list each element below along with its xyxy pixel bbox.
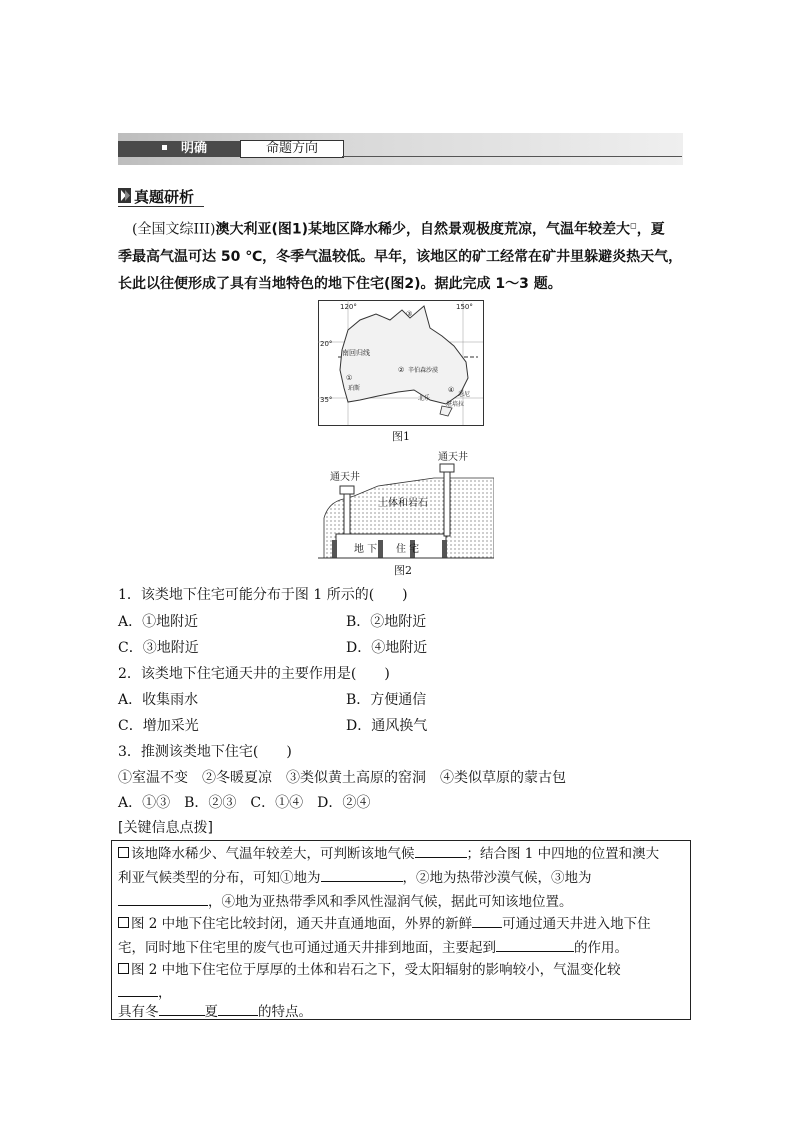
blank-site3[interactable] (118, 891, 208, 906)
question-2-stem: 2．该类地下住宅通天井的主要作用是( ) (118, 666, 390, 682)
section-marker-icon (118, 188, 131, 203)
kp1-line1 (118, 842, 684, 866)
kp2-text-b: 可通过通天井进入地下住 (502, 916, 651, 932)
point3-label: ③ (406, 310, 413, 318)
kp3-line2: ， (118, 982, 684, 1000)
figure1-map (318, 300, 484, 426)
kp3-text-c: 夏 (204, 1004, 218, 1020)
lat20-label: 20° (320, 340, 333, 348)
checkbox-icon (118, 963, 129, 974)
header-tag (118, 141, 240, 157)
desert-label: 辛伯森沙漠 (408, 367, 439, 374)
house-label-b: 住 宅 (396, 544, 420, 555)
blank-function[interactable] (496, 937, 574, 952)
q2-option-d[interactable]: D．通风换气 (346, 718, 428, 734)
question-3-stem: 3．推测该类地下住宅( ) (118, 744, 292, 760)
q3-options[interactable]: A．①③ B．②③ C．①④ D．②④ (118, 795, 371, 811)
header-tab: 命题方向 (240, 140, 344, 158)
intro-line1-rest: ，夏 (636, 221, 665, 238)
point1-label: ① (346, 374, 353, 382)
blank-climate[interactable] (415, 843, 467, 858)
q1-option-b[interactable]: B．②地附近 (346, 614, 427, 630)
figure1-caption: 图1 (392, 430, 410, 443)
intro-bold: 澳大利亚(图1)某地区降水稀少，自然景观极度荒凉，气温年较差大 (215, 221, 631, 238)
section-underline (118, 206, 204, 207)
house-label-a: 地 下 (354, 544, 378, 555)
q1-option-c[interactable]: C．③地附近 (118, 640, 199, 656)
sea-label: 北乐 (418, 395, 431, 402)
kp1-line3 (118, 890, 684, 914)
kp3-text-a: 图 2 中地下住宅位于厚厚的土体和岩石之下，受太阳辐射的影响较小，气温变化较 (131, 962, 621, 978)
q2-option-a[interactable]: A．收集雨水 (118, 692, 199, 708)
kp3-line3 (118, 1000, 684, 1024)
lat35-label: 35° (320, 396, 333, 404)
question-1-stem: 1．该类地下住宅可能分布于图 1 所示的( ) (118, 587, 408, 603)
blank-site1[interactable] (321, 867, 403, 882)
blank-fresh[interactable] (472, 913, 502, 928)
point4-label: ④ (448, 386, 455, 394)
q2-option-c[interactable]: C．增加采光 (118, 718, 199, 734)
key-info-paragraph-2 (118, 912, 684, 960)
key-info-title: [关键信息点拨] (118, 820, 213, 836)
intro-line-1 (118, 212, 683, 244)
kp1-text-e: ，④地为亚热带季风和季风性湿润气候，据此可知该地位置。 (208, 894, 573, 910)
blank-winter[interactable] (159, 1001, 205, 1016)
kp2-text-d: 的作用。 (574, 940, 628, 956)
shaft-right-label: 通天井 (438, 452, 468, 463)
rock-label: 土体和岩石 (378, 498, 428, 509)
kp2-text-a: 图 2 中地下住宅比较封闭，通天井直通地面，外界的新鲜 (131, 916, 473, 932)
kp2-text-c: 宅，同时地下住宅里的废气也可通过通天井排到地面，主要起到 (118, 940, 496, 956)
perth-label: 珀斯 (348, 385, 361, 392)
figure2-diagram (318, 448, 494, 560)
lon120-label: 120° (340, 303, 357, 311)
point2-label: ② (398, 366, 405, 374)
header-tag-label: 明确 (181, 141, 208, 156)
intro-source: (全国文综III) (132, 221, 216, 238)
intro-line-3: 长此以往便形成了具有当地特色的地下住宅(图2)。据此完成 1～3 题。 (118, 275, 562, 292)
q2-option-b[interactable]: B．方便通信 (346, 692, 427, 708)
kp3-text-b: 具有冬 (118, 1004, 159, 1020)
key-info-paragraph-3 (118, 958, 684, 1024)
kp1-text-a: 该地降水稀少、气温年较差大，可判断该地气候 (131, 846, 415, 862)
intro-paragraph (118, 212, 683, 298)
kp1-text-b: ；结合图 1 中四地的位置和澳大 (466, 846, 660, 862)
kp2-line2 (118, 936, 684, 960)
kp1-text-d: ，②地为热带沙漠气候，③地为 (402, 870, 592, 886)
square-icon (162, 145, 167, 150)
figure2-caption: 图2 (394, 564, 412, 577)
q1-option-d[interactable]: D．④地附近 (346, 640, 428, 656)
sydney-label: 悉尼 (458, 391, 471, 398)
header-divider (342, 156, 682, 157)
checkbox-icon (118, 917, 129, 928)
kp3-line1 (118, 958, 684, 982)
question-3-statements: ①室温不变 ②冬暖夏凉 ③类似黄土高原的窑洞 ④类似草原的蒙古包 (118, 770, 566, 786)
key-info-paragraph-1 (118, 842, 684, 914)
lon150-label: 150° (456, 303, 473, 311)
kp2-line1 (118, 912, 684, 936)
blank-summer[interactable] (218, 1001, 258, 1016)
q1-option-a[interactable]: A．①地附近 (118, 614, 199, 630)
blank-variation[interactable] (118, 982, 158, 997)
checkbox-icon (118, 847, 129, 858)
kp1-text-c: 利亚气候类型的分布，可知①地为 (118, 870, 321, 886)
footnote-mark: ◻ (630, 221, 637, 230)
kp3-text-d: 的特点。 (258, 1004, 312, 1020)
intro-line-2: 季最高气温可达 50 ℃，冬季气温较低。早年，该地区的矿工经常在矿井里躲避炎热天气， (118, 248, 683, 265)
kp1-line2 (118, 866, 684, 890)
tropic-label: 南回归线 (342, 349, 370, 357)
section-title: 真题研析 (134, 188, 195, 206)
canberra-label: 堪培拉 (446, 401, 465, 408)
shaft-left-label: 通天井 (330, 472, 360, 483)
